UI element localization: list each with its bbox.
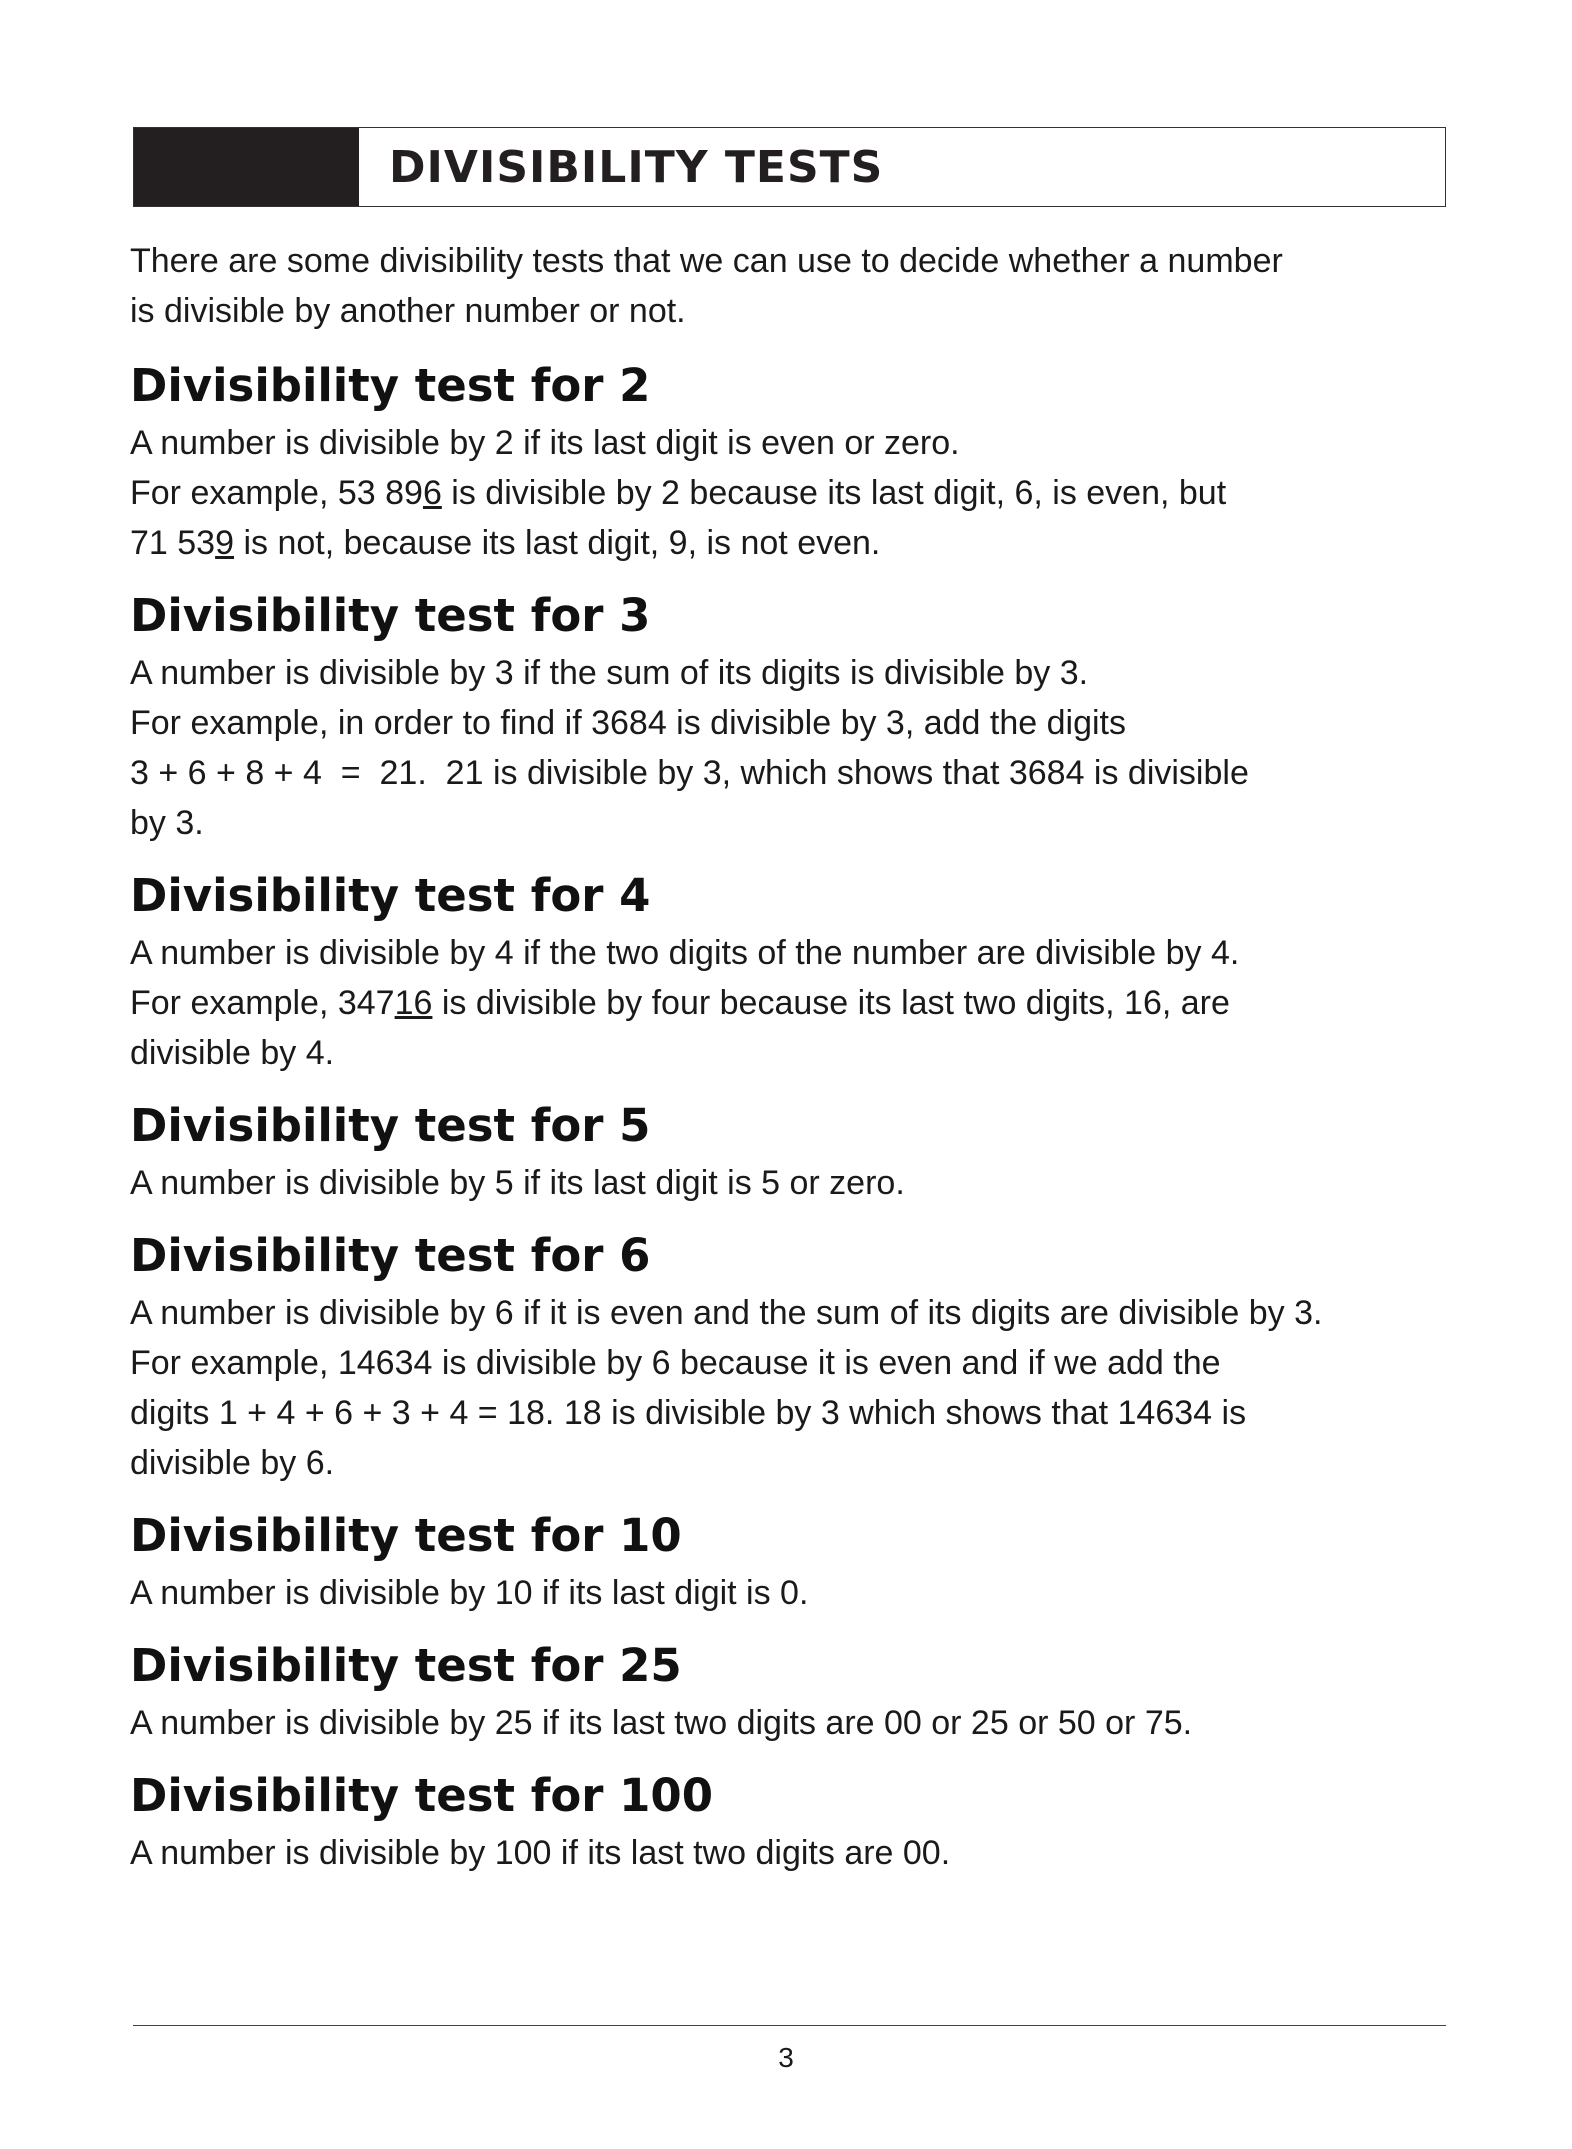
text-segment: A number is divisible by 6 if it is even and the sum of its digits are divisible by 3. bbox=[130, 1294, 1323, 1332]
section-text-line bbox=[130, 1288, 1450, 1338]
divisibility-section bbox=[130, 1506, 1450, 1618]
section-heading: Divisibility test for 25 bbox=[130, 1639, 682, 1692]
section-text-line bbox=[130, 518, 1450, 568]
section-text-line bbox=[130, 1028, 1450, 1078]
divisibility-section bbox=[130, 866, 1450, 1078]
section-text-line bbox=[130, 1698, 1450, 1748]
text-segment: For example, 14634 is divisible by 6 because it is even and if we add the bbox=[130, 1344, 1221, 1382]
intro-line: There are some divisibility tests that we can use to decide whether a number bbox=[130, 242, 1283, 280]
sections-list bbox=[130, 356, 1450, 1878]
section-text-line bbox=[130, 1828, 1450, 1878]
text-segment: A number is divisible by 10 if its last digit is 0. bbox=[130, 1574, 809, 1612]
divisibility-section bbox=[130, 1226, 1450, 1488]
text-segment: is divisible by four because its last two digits, 16, are bbox=[432, 984, 1230, 1022]
intro-line: is divisible by another number or not. bbox=[130, 292, 686, 330]
section-text-line bbox=[130, 468, 1450, 518]
divisibility-section bbox=[130, 356, 1450, 568]
text-segment: is divisible by 2 because its last digit, 6, is even, but bbox=[441, 474, 1227, 512]
text-segment: divisible by 4. bbox=[130, 1034, 335, 1072]
section-heading: Divisibility test for 2 bbox=[130, 359, 651, 412]
underlined-digits: 9 bbox=[215, 524, 235, 562]
text-segment: A number is divisible by 2 if its last digit is even or zero. bbox=[130, 424, 960, 462]
divisibility-section bbox=[130, 586, 1450, 848]
divisibility-section bbox=[130, 1766, 1450, 1878]
text-segment: For example, 53 89 bbox=[130, 474, 423, 512]
text-segment: A number is divisible by 25 if its last two digits are 00 or 25 or 50 or 75. bbox=[130, 1704, 1193, 1742]
section-heading: Divisibility test for 10 bbox=[130, 1509, 682, 1562]
text-segment: A number is divisible by 100 if its last two digits are 00. bbox=[130, 1834, 951, 1872]
text-segment: digits 1 + 4 + 6 + 3 + 4 = 18. 18 is divisible by 3 which shows that 14634 is bbox=[130, 1394, 1247, 1432]
section-text-line bbox=[130, 418, 1450, 468]
text-segment: A number is divisible by 4 if the two digits of the number are divisible by 4. bbox=[130, 934, 1240, 972]
section-text-line bbox=[130, 648, 1450, 698]
text-segment: A number is divisible by 5 if its last digit is 5 or zero. bbox=[130, 1164, 905, 1202]
divisibility-section bbox=[130, 1636, 1450, 1748]
content-area bbox=[130, 236, 1450, 1896]
text-segment: by 3. bbox=[130, 804, 204, 842]
text-segment: divisible by 6. bbox=[130, 1444, 335, 1482]
section-text-line bbox=[130, 798, 1450, 848]
section-text-line bbox=[130, 1438, 1450, 1488]
text-segment: 71 53 bbox=[130, 524, 216, 562]
section-text-line bbox=[130, 698, 1450, 748]
section-heading: Divisibility test for 4 bbox=[130, 869, 651, 922]
section-heading: Divisibility test for 100 bbox=[130, 1769, 714, 1822]
section-text-line bbox=[130, 748, 1450, 798]
underlined-digits: 6 bbox=[422, 474, 442, 512]
divisibility-section bbox=[130, 1096, 1450, 1208]
section-text-line bbox=[130, 1158, 1450, 1208]
title-banner bbox=[133, 127, 1446, 207]
footer-divider bbox=[133, 2025, 1446, 2026]
intro-paragraph bbox=[130, 236, 1450, 336]
section-text-line bbox=[130, 928, 1450, 978]
section-heading: Divisibility test for 3 bbox=[130, 589, 651, 642]
page-title: DIVISIBILITY TESTS bbox=[389, 141, 884, 193]
section-heading: Divisibility test for 6 bbox=[130, 1229, 651, 1282]
text-segment: For example, 347 bbox=[130, 984, 395, 1022]
title-black-block bbox=[134, 128, 359, 206]
text-segment: 3 + 6 + 8 + 4 = 21. 21 is divisible by 3, which shows that 3684 is divisible bbox=[130, 754, 1249, 792]
section-text-line bbox=[130, 1568, 1450, 1618]
section-heading: Divisibility test for 5 bbox=[130, 1099, 651, 1152]
section-text-line bbox=[130, 1338, 1450, 1388]
text-segment: is not, because its last digit, 9, is not even. bbox=[234, 524, 881, 562]
underlined-digits: 16 bbox=[394, 984, 433, 1022]
section-text-line bbox=[130, 978, 1450, 1028]
section-text-line bbox=[130, 1388, 1450, 1438]
text-segment: A number is divisible by 3 if the sum of its digits is divisible by 3. bbox=[130, 654, 1089, 692]
text-segment: For example, in order to find if 3684 is divisible by 3, add the digits bbox=[130, 704, 1126, 742]
page-number: 3 bbox=[778, 2042, 794, 2073]
